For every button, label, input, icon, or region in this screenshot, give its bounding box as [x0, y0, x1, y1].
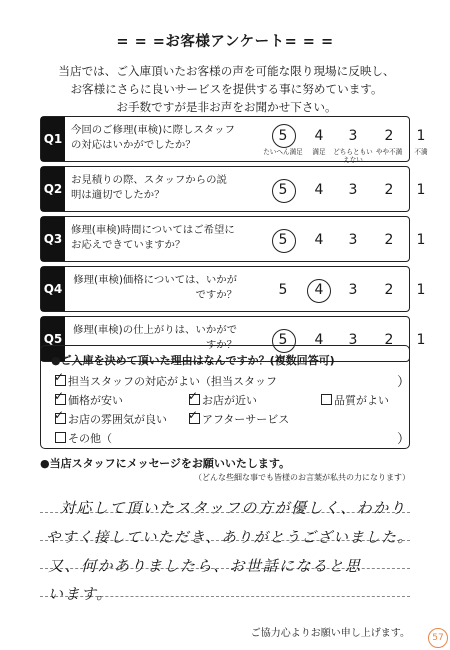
intro-line: お手数ですが是非お声をお聞かせ下さい。	[116, 100, 337, 114]
intro-text	[14, 62, 439, 116]
question-number: Q1	[41, 117, 65, 161]
reason-option[interactable]: ✓ お店が近い	[188, 389, 257, 407]
rating-option[interactable]: 2	[384, 182, 394, 198]
rating-option[interactable]: 2	[384, 128, 394, 144]
closing-text: ご協力心よりお願い申し上げます。	[250, 628, 410, 639]
checkbox[interactable]	[55, 432, 66, 443]
reason-option[interactable]: ✓ 担当スタッフの対応がよい（担当スタッフ	[54, 370, 277, 388]
question-number: Q2	[41, 167, 65, 211]
rating-option[interactable]: 4	[314, 182, 324, 198]
checkbox[interactable]	[54, 408, 66, 424]
rating-scale	[239, 267, 426, 311]
question-text: 修理(車検)時間についてはご希望にお応えできていますか？	[71, 224, 235, 251]
close-paren: ）	[397, 375, 411, 390]
question-text: 修理(車検)価格については、いかがですか？	[73, 274, 237, 301]
rating-option[interactable]: 2	[384, 232, 394, 248]
checkbox[interactable]	[54, 370, 66, 386]
scale-label: 不満	[414, 148, 428, 156]
checkbox[interactable]	[54, 389, 66, 405]
rating-option[interactable]: 2	[384, 332, 394, 348]
scale-label: どちらともいえない	[333, 148, 373, 164]
close-paren: ）	[397, 432, 411, 447]
question-number: Q4	[41, 267, 65, 311]
question-row	[40, 216, 426, 262]
scale-label: たいへん満足	[263, 148, 303, 156]
rating-option[interactable]: 5	[278, 128, 288, 144]
rating-option[interactable]: 1	[416, 128, 426, 144]
intro-line: 当店では、ご入庫頂いたお客様の声を可能な限り現場に反映し、	[58, 64, 395, 78]
reason-section	[40, 345, 410, 449]
rating-option[interactable]: 3	[348, 128, 358, 144]
question-text: 今回のご修理(車検)に際しスタッフの対応はいかがでしたか？	[71, 124, 235, 151]
rating-option[interactable]: 3	[348, 182, 358, 198]
handwritten-message-line: います。	[48, 585, 113, 603]
checkbox[interactable]	[321, 394, 332, 405]
intro-line: お客様にさらに良いサービスを提供する事に努めています。	[70, 82, 383, 96]
reason-option[interactable]: その他（	[55, 430, 112, 446]
rating-option[interactable]: 5	[278, 232, 288, 248]
handwritten-message-line: 又、何かありましたら、お世話になると思	[48, 557, 362, 575]
rating-scale	[239, 167, 426, 211]
question-number: Q3	[41, 217, 65, 261]
scale-label: やや不満	[375, 148, 403, 156]
message-heading: ●当店スタッフにメッセージをお願いいたします。	[40, 457, 291, 470]
rating-option[interactable]: 5	[278, 182, 288, 198]
rating-option[interactable]: 3	[348, 282, 358, 298]
rating-option[interactable]: 5	[278, 282, 288, 298]
reason-option[interactable]: ✓ お店の雰囲気が良い	[54, 408, 167, 426]
reason-option[interactable]: 品質がよい	[321, 392, 389, 408]
rating-option[interactable]: 1	[416, 332, 426, 348]
handwritten-message-line: やすく接していただき、ありがとうございました。	[46, 530, 414, 546]
rating-option[interactable]: 4	[314, 232, 324, 248]
rating-option[interactable]: 2	[384, 282, 394, 298]
rating-option[interactable]: 3	[348, 232, 358, 248]
survey-title: = = =お客様アンケート= = =	[116, 34, 334, 50]
rating-option[interactable]: 3	[348, 332, 358, 348]
rating-option[interactable]: 5	[278, 332, 288, 348]
question-list	[40, 116, 428, 366]
question-row	[40, 266, 426, 312]
checkbox[interactable]	[188, 408, 200, 424]
rating-scale	[239, 117, 428, 164]
rating-option[interactable]: 1	[416, 182, 426, 198]
rating-option[interactable]: 1	[416, 282, 426, 298]
question-text: お見積りの際、スタッフからの説明は適切でしたか？	[71, 174, 227, 201]
rating-option[interactable]: 4	[314, 282, 324, 298]
check-icon: ✓	[188, 408, 199, 422]
reason-option[interactable]: ✓ 価格が安い	[54, 389, 123, 407]
check-icon: ✓	[54, 389, 65, 403]
handwritten-message-line: 対応して頂いたスタッフの方が優しく、わかり	[60, 499, 407, 517]
check-icon: ✓	[188, 389, 199, 403]
reason-option[interactable]: ✓ アフターサービス	[188, 408, 290, 426]
scale-label: 満足	[312, 148, 326, 156]
question-number: Q5	[41, 317, 65, 361]
check-icon: ✓	[54, 408, 65, 422]
question-row	[40, 116, 428, 164]
rating-option[interactable]: 4	[314, 332, 324, 348]
rating-option[interactable]: 4	[314, 128, 324, 144]
checkbox[interactable]	[188, 389, 200, 405]
reason-heading: ●ご入庫を決めて頂いた理由はなんですか？(複数回答可)	[51, 354, 335, 367]
page-number-stamp: 57	[428, 628, 448, 648]
message-note: （どんな些細な事でも皆様のお言葉が私共の力になります）	[194, 473, 410, 482]
question-text: 修理(車検)の仕上がりは、いかがですか？	[73, 324, 237, 351]
rating-option[interactable]: 1	[416, 232, 426, 248]
question-row	[40, 166, 426, 212]
rating-scale	[239, 217, 426, 261]
check-icon: ✓	[54, 370, 65, 384]
